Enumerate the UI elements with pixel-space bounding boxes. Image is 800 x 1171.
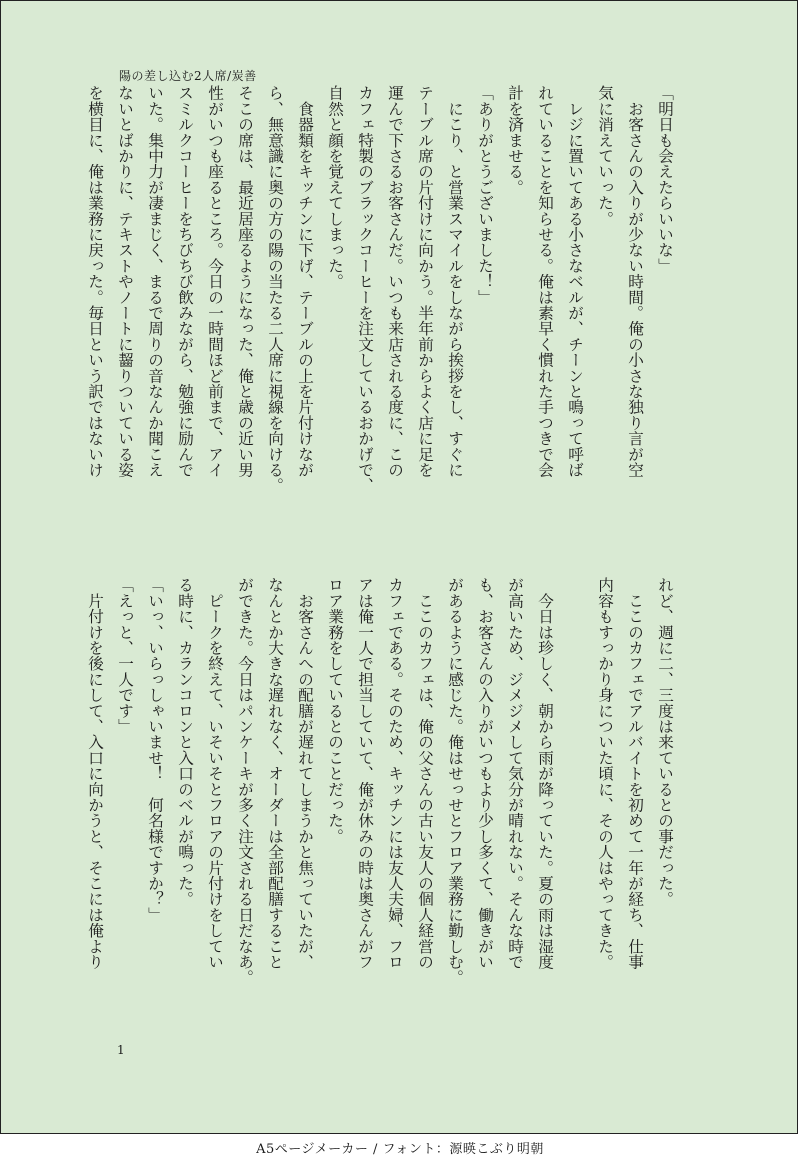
text-line: お客さんへの配膳が遅れてしまうかと焦っていたが、 [296,577,314,970]
text-block-bottom [80,577,680,1047]
text-line: ここのカフェは、俺の父さんの古い友人の個人経営の [416,577,434,970]
text-line: れていることを知らせる。俺は素早く慣れた手つきで会 [536,85,554,478]
text-line: を横目に、俺は業務に戻った。毎日という訳ではないけ [86,85,104,478]
text-line: 「えっと、一人です」 [116,577,134,734]
text-line: アは俺一人で担当していて、俺が休みの時は奥さんがフ [356,577,374,970]
text-line: れど、週に二、三度は来ているとの事だった。 [656,577,674,907]
blank-line [560,577,590,1047]
page-number: 1 [117,1043,125,1057]
text-line: いた。集中力が凄まじく、まるで周りの音なんか聞こえ [146,85,164,478]
text-line: 「いっ、いらっしゃいませ！ 何名様ですか？」 [146,577,164,923]
text-line: レジに置いてある小さなベルが、チーンと鳴って呼ば [566,85,584,478]
text-line: なんとか大きな遅れなく、オーダーは全部配膳すること [266,577,284,970]
text-line: カフェ特製のブラックコーヒーを注文しているおかげで、 [356,85,374,494]
text-line: る時に、カランコロンと入口のベルが鳴った。 [176,577,194,907]
text-line: 性がいつも座るところ。今日の一時間ほど前まで、アイ [206,85,224,478]
text-line: 今日は珍しく、朝から雨が降っていた。夏の雨は湿度 [536,577,554,970]
text-line: ができた。今日はパンケーキが多く注文される日だなあ。 [236,577,254,986]
text-block-top [80,85,680,555]
text-line: 計を済ませる。 [506,85,524,195]
text-line: 食器類をキッチンに下げ、テーブルの上を片付けなが [296,85,314,478]
text-line: 運んで下さるお客さんだ。いつも来店される度に、この [386,85,404,478]
text-line: スミルクコーヒーをちびちび飲みながら、勉強に励んで [176,85,194,478]
text-line: にこり、と営業スマイルをしながら挨拶をし、すぐに [446,85,464,478]
text-line: 自然と顔を覚えてしまった。 [326,85,344,290]
text-line: 「明日も会えたらいいな」 [656,85,674,274]
text-line: 内容もすっかり身についた頃に、その人はやってきた。 [596,577,614,970]
text-line: 片付けを後にして、入口に向かうと、そこには俺より [86,577,104,970]
text-line: ロア業務をしているとのことだった。 [326,577,344,844]
text-line: も、お客さんの入りがいつもより少し多くて、働きがい [476,577,494,970]
text-line: カフェである。そのため、キッチンには友人夫婦、フロ [386,577,404,970]
text-line: が高いため、ジメジメして気分が晴れない。そんな時で [506,577,524,970]
text-line: ら、無意識に奥の方の陽の当たる二人席に視線を向ける。 [266,85,284,494]
running-head-title: 陽の差し込む2人席/炭善 [119,69,257,83]
text-line: 「ありがとうございました！」 [476,85,494,305]
text-line: テーブル席の片付けに向かう。半年前からよく店に足を [416,85,434,478]
text-line: ピークを終えて、いそいそとフロアの片付けをしてい [206,577,224,970]
text-line: お客さんの入りが少ない時間。俺の小さな独り言が空 [626,85,644,478]
text-line: 気に消えていった。 [596,85,614,227]
footer-credit: A5ページメーカー / フォント：源暎こぶり明朝 [256,1142,544,1157]
text-line: ここのカフェでアルバイトを初めて一年が経ち、仕事 [626,577,644,970]
text-line: そこの席は、最近居座るようになった、俺と歳の近い男 [236,85,254,478]
text-line: ないとばかりに、テキストやノートに齧りついている姿 [116,85,134,478]
text-line: があるように感じた。俺はせっせとフロア業務に勤しむ。 [446,577,464,986]
